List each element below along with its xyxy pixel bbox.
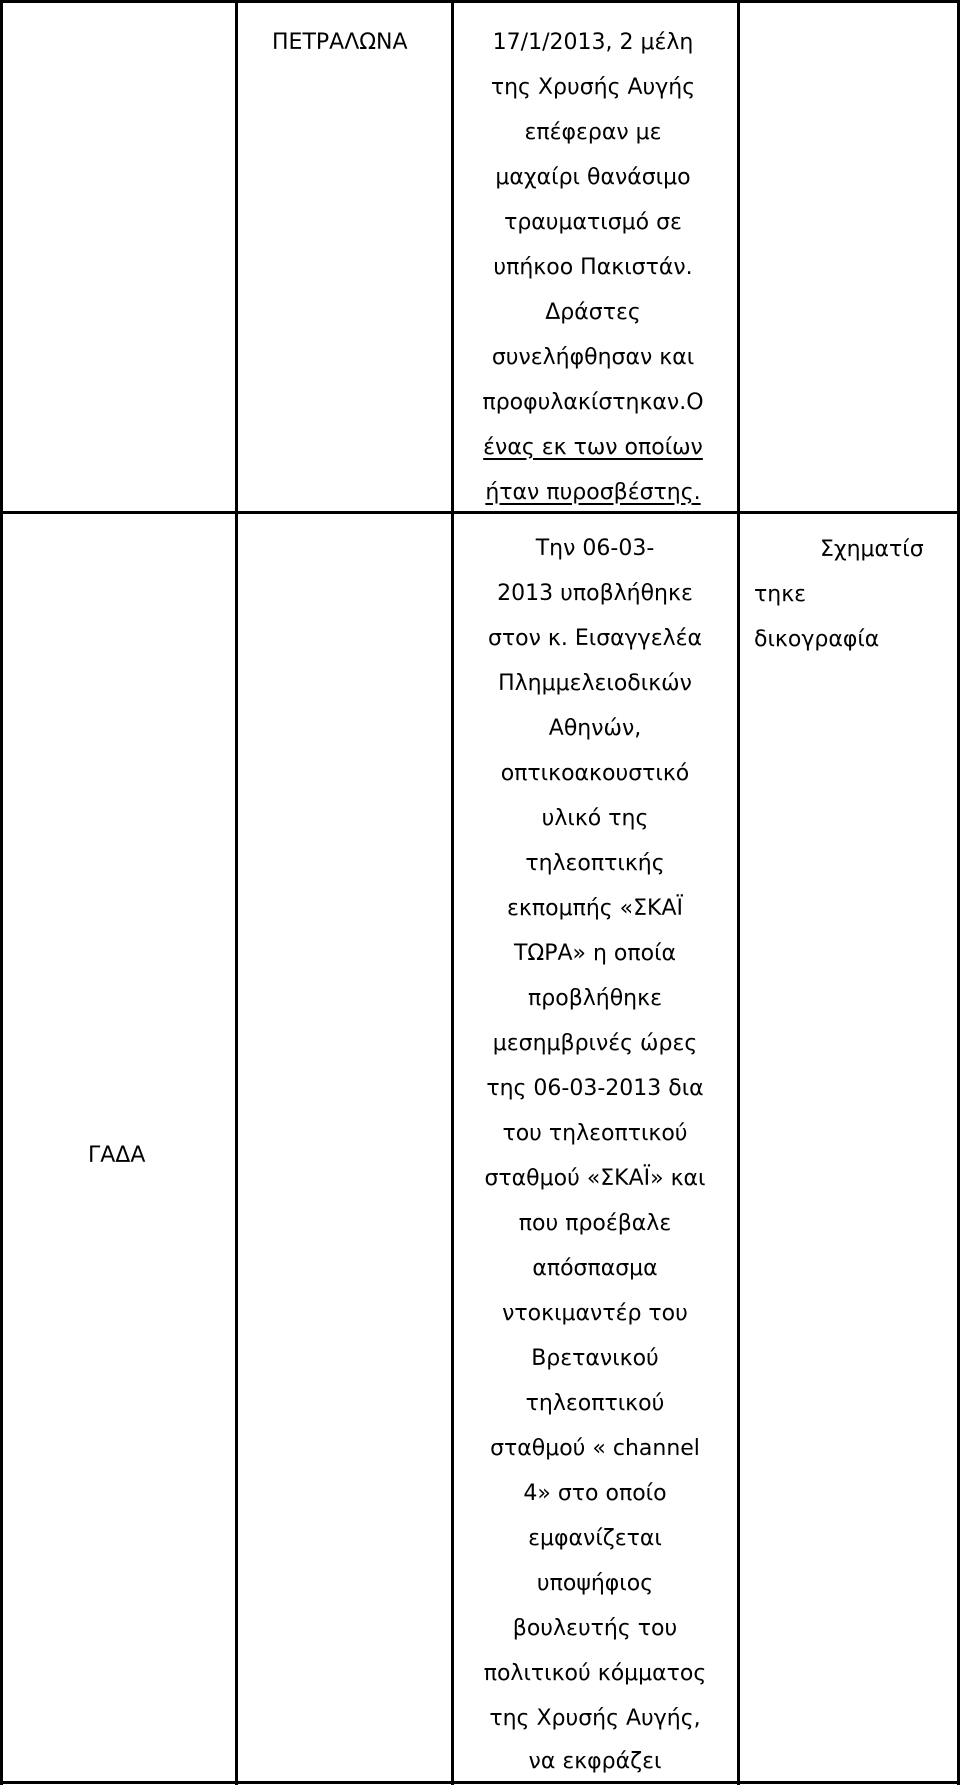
column-divider-2 [451, 0, 454, 1785]
row-2-desc-line: βουλευτής του [512, 1616, 678, 1641]
row-divider [0, 511, 960, 514]
row-2-desc-line: Την 06-03- [535, 536, 655, 561]
row-2-desc-line: Αθηνών, [548, 716, 642, 741]
row-2-desc-line: 4» στο οποίο [523, 1481, 667, 1506]
row-2-desc-line: Πλημμελειοδικών [498, 671, 692, 696]
row-2-desc-line: υποψήφιος [536, 1571, 654, 1596]
row-1-desc-line: ήταν πυροσβέστης. [485, 480, 701, 505]
row-2-desc-line: του τηλεοπτικού [502, 1121, 688, 1146]
row-2-desc-line: σταθμού «ΣΚΑΪ» και [484, 1166, 706, 1191]
row-2-desc-line: να εκφράζει [528, 1749, 662, 1774]
row-2-desc-line: ντοκιμαντέρ του [502, 1301, 688, 1326]
row-2-desc-line: τηλεοπτικής [525, 851, 665, 876]
row-2-desc-line: εκπομπής «ΣΚΑΪ [507, 896, 683, 921]
row-2-desc-line: προβλήθηκε [528, 986, 662, 1011]
row-2-desc-line: στον κ. Εισαγγελέα [487, 626, 703, 651]
row-2-desc-line: απόσπασμα [532, 1256, 658, 1281]
row-1-area: ΠΕΤΡΑΛΩΝΑ [272, 30, 408, 55]
row-2-desc-line: 2013 υποβλήθηκε [497, 581, 693, 606]
row-2-outcome-line: δικογραφία [754, 627, 880, 652]
row-2-desc-line: οπτικοακουστικό [500, 761, 690, 786]
row-2-desc-line: της 06-03-2013 δια [486, 1076, 704, 1101]
table-border-top [0, 0, 960, 3]
row-1-desc-line: υπήκοο Πακιστάν. [493, 255, 693, 280]
table-border-left [0, 0, 3, 1785]
row-2-outcome-line: τηκε [754, 582, 807, 607]
row-2-desc-line: πολιτικού κόμματος [483, 1661, 707, 1686]
row-2-desc-line: μεσημβρινές ώρες [492, 1031, 698, 1056]
row-2-desc-line: Βρετανικού [531, 1346, 659, 1371]
row-1-desc-line: συνελήφθησαν και [491, 345, 695, 370]
row-1-desc-line: τραυματισμό σε [504, 210, 682, 235]
column-divider-1 [235, 0, 238, 1785]
row-2-desc-line: που προέβαλε [518, 1211, 672, 1236]
column-divider-3 [737, 0, 740, 1785]
row-2-outcome-line: Σχηματίσ [820, 537, 924, 562]
row-1-desc-line: επέφεραν με [524, 120, 662, 145]
table-border-bottom [0, 1781, 960, 1784]
row-1-desc-line: Δράστες [545, 300, 641, 325]
row-1-desc-line: ένας εκ των οποίων [483, 435, 703, 460]
row-2-area: ΓΑΔΑ [88, 1143, 146, 1168]
row-2-desc-line: τηλεοπτικού [525, 1391, 665, 1416]
row-2-desc-line: υλικό της [541, 806, 649, 831]
row-1-desc-line: 17/1/2013, 2 μέλη [492, 30, 694, 55]
row-2-desc-line: εμφανίζεται [528, 1526, 662, 1551]
row-2-desc-line: ΤΩΡΑ» η οποία [513, 941, 677, 966]
row-1-desc-line: της Χρυσής Αυγής [490, 75, 696, 100]
row-2-desc-line: σταθμού « channel [490, 1436, 700, 1461]
row-1-desc-line: προφυλακίστηκαν.Ο [482, 390, 704, 415]
row-1-desc-line: μαχαίρι θανάσιμο [495, 165, 691, 190]
row-2-desc-line: της Χρυσής Αυγής, [489, 1706, 701, 1731]
